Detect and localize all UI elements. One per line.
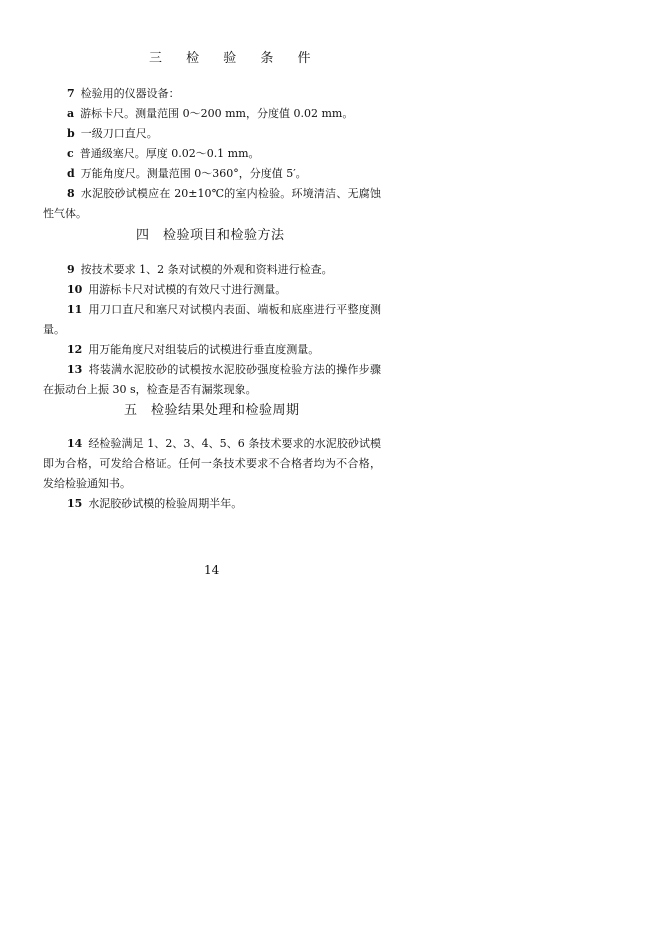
clause-text: 一级刀口直尺。 <box>80 127 158 140</box>
clause-number: 15 <box>67 497 83 510</box>
clause-text: 用刀口直尺和塞尺对试模内表面、端板和底座进行平整度测量。 <box>43 303 381 336</box>
clause-7b <box>43 124 381 144</box>
clause-14 <box>43 434 381 494</box>
clause-text: 游标卡尺。测量范围 0～200 mm，分度值 0.02 mm。 <box>80 107 354 120</box>
clause-text: 万能角度尺。测量范围 0～360°，分度值 5′。 <box>80 167 307 180</box>
clause-8 <box>43 184 381 224</box>
section-results-and-period <box>43 434 381 514</box>
clause-number: 10 <box>67 283 83 296</box>
clause-number: d <box>67 167 75 180</box>
section-title-results-and-period: 五 检验结果处理和检验周期 <box>124 403 300 418</box>
clause-number: 11 <box>67 303 83 316</box>
clause-12 <box>43 340 381 360</box>
clause-text: 普通级塞尺。厚度 0.02～0.1 mm。 <box>79 147 260 160</box>
clause-text: 水泥胶砂试模的检验周期半年。 <box>88 497 243 510</box>
clause-number: 13 <box>67 363 83 376</box>
clause-number: b <box>67 127 75 140</box>
clause-number: c <box>67 147 74 160</box>
clause-text: 用游标卡尺对试模的有效尺寸进行测量。 <box>88 283 287 296</box>
clause-7d <box>43 164 381 184</box>
clause-text: 按技术要求 1、2 条对试模的外观和资料进行检查。 <box>80 263 333 276</box>
clause-13 <box>43 360 381 400</box>
clause-9 <box>43 260 381 280</box>
clause-number: a <box>67 107 75 120</box>
section-inspection-items <box>43 260 381 400</box>
clause-number: 9 <box>67 263 75 276</box>
clause-text: 经检验满足 1、2、3、4、5、6 条技术要求的水泥胶砂试模即为合格，可发给合格证。任何一条技术要求不合格者均为不合格，发给检验通知书。 <box>43 437 381 490</box>
clause-10 <box>43 280 381 300</box>
clause-11 <box>43 300 381 340</box>
clause-text: 检验用的仪器设备： <box>80 87 180 100</box>
clause-text: 水泥胶砂试模应在 20±10℃的室内检验。环境清洁、无腐蚀性气体。 <box>43 187 381 220</box>
page-number: 14 <box>204 563 220 577</box>
clause-number: 12 <box>67 343 83 356</box>
section-title-inspection-conditions: 三 检 验 条 件 <box>149 51 321 66</box>
section-title-inspection-items: 四 检验项目和检验方法 <box>136 228 285 243</box>
clause-7a <box>43 104 381 124</box>
clause-7 <box>43 84 381 104</box>
clause-15 <box>43 494 381 514</box>
section-inspection-conditions <box>43 84 381 224</box>
clause-number: 8 <box>67 187 75 200</box>
clause-text: 将装满水泥胶砂的试模按水泥胶砂强度检验方法的操作步骤在振动台上振 30 s，检查是否有漏浆现象。 <box>43 363 381 396</box>
clause-text: 用万能角度尺对组装后的试模进行垂直度测量。 <box>88 343 320 356</box>
clause-7c <box>43 144 381 164</box>
clause-number: 7 <box>67 87 75 100</box>
clause-number: 14 <box>67 437 83 450</box>
